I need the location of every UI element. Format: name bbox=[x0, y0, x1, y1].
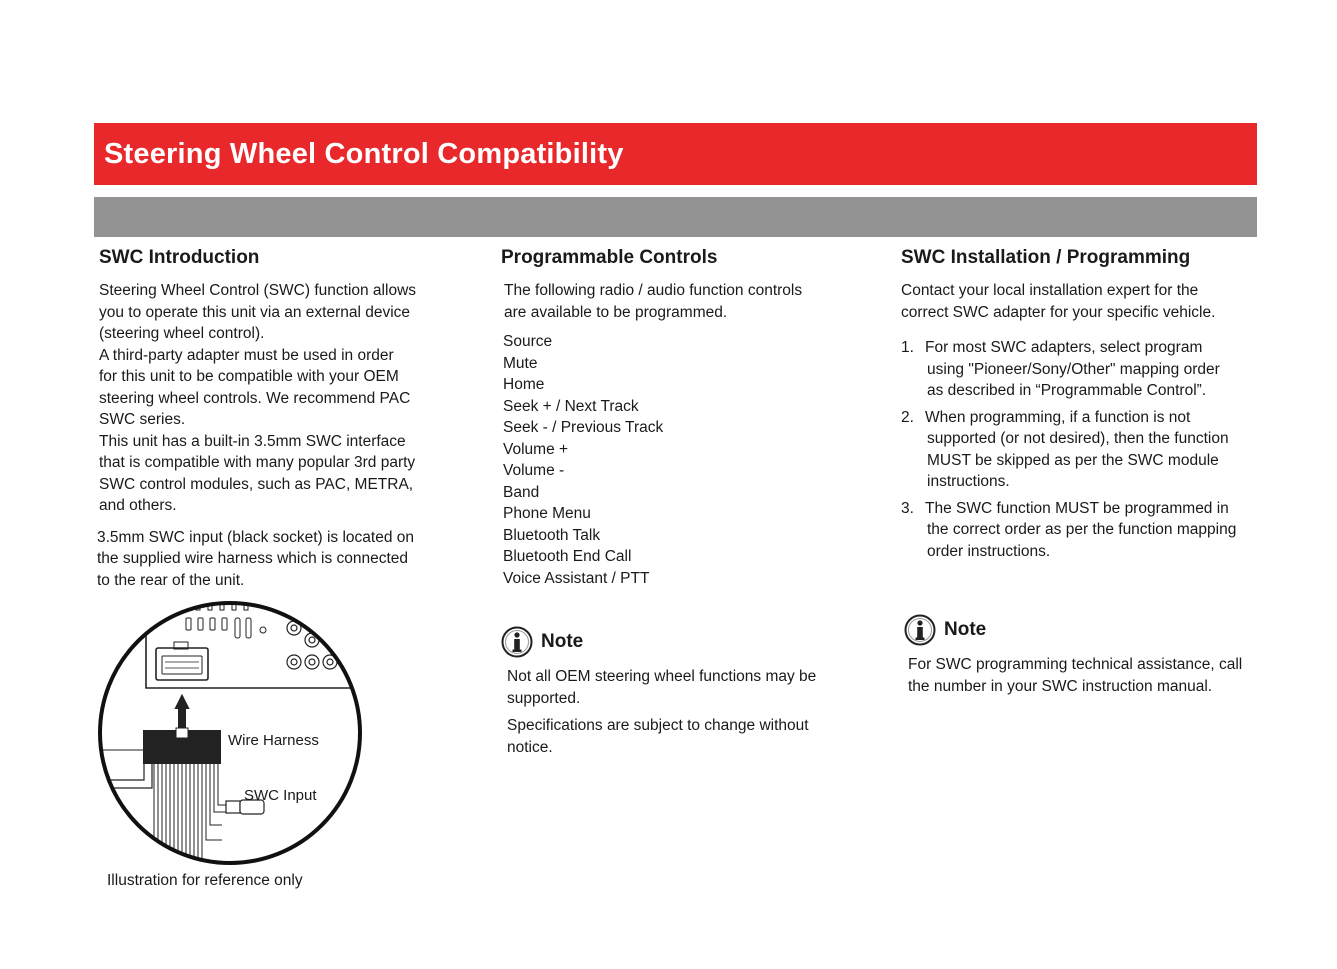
list-item: Bluetooth End Call bbox=[503, 548, 632, 565]
intro-paragraph-1 bbox=[99, 280, 449, 517]
intro-line: for this unit to be compatible with your OEM bbox=[99, 368, 399, 385]
wire-harness-label: Wire Harness bbox=[228, 732, 319, 749]
note-line: Not all OEM steering wheel functions may be bbox=[507, 668, 817, 685]
list-item: Bluetooth Talk bbox=[503, 526, 601, 544]
note-line: notice. bbox=[507, 738, 553, 756]
note-header bbox=[501, 626, 861, 658]
step-item bbox=[901, 407, 1261, 493]
step-line: supported (or not desired), then the function bbox=[927, 430, 1229, 447]
step-line: instructions. bbox=[927, 473, 1010, 490]
intro-line: This unit has a built-in 3.5mm SWC interface bbox=[99, 432, 406, 450]
step-line: using "Pioneer/Sony/Other" mapping order bbox=[927, 360, 1220, 378]
list-item: Voice Assistant / PTT bbox=[503, 569, 650, 587]
step-item bbox=[901, 337, 1261, 402]
step-number: 2. bbox=[901, 408, 914, 426]
note-line: supported. bbox=[507, 689, 581, 707]
programmable-intro-line: are available to be programmed. bbox=[504, 303, 728, 321]
intro-line: steering wheel controls. We recommend PAC bbox=[99, 389, 411, 407]
step-line: the correct order as per the function mapping bbox=[927, 521, 1237, 538]
step-line: For most SWC adapters, select program bbox=[925, 339, 1203, 356]
installation-heading: SWC Installation / Programming bbox=[901, 247, 1191, 268]
step-line: as described in “Programmable Control”. bbox=[927, 382, 1207, 399]
step-line: The SWC function MUST be programmed in bbox=[925, 499, 1229, 517]
intro-line: and others. bbox=[99, 497, 177, 514]
info-icon bbox=[904, 614, 936, 646]
programmable-list bbox=[503, 331, 861, 589]
info-icon bbox=[501, 626, 533, 658]
note-line: the number in your SWC instruction manual. bbox=[908, 677, 1213, 695]
note-line: For SWC programming technical assistance, call bbox=[908, 656, 1243, 673]
title-bar bbox=[94, 123, 1257, 185]
programmable-intro-line: The following radio / audio function controls bbox=[504, 282, 803, 299]
intro-paragraph-2 bbox=[97, 527, 449, 592]
note-header bbox=[904, 614, 1264, 646]
intro-line: SWC series. bbox=[99, 411, 186, 428]
step-number: 1. bbox=[901, 339, 914, 356]
note-text bbox=[908, 654, 1264, 697]
installation-intro-line: Contact your local installation expert for the bbox=[901, 282, 1199, 299]
step-line: MUST be skipped as per the SWC module bbox=[927, 451, 1219, 469]
swc-input-label: SWC Input bbox=[244, 787, 317, 804]
programmable-heading: Programmable Controls bbox=[501, 247, 718, 268]
note-line: Specifications are subject to change without bbox=[507, 717, 809, 734]
step-line: order instructions. bbox=[927, 542, 1051, 560]
installation-steps bbox=[901, 337, 1261, 562]
intro-column bbox=[99, 244, 449, 591]
note-text bbox=[507, 666, 861, 709]
page-title: Steering Wheel Control Compatibility bbox=[104, 137, 624, 170]
intro-line: you to operate this unit via an external device bbox=[99, 303, 411, 321]
intro-line: SWC control modules, such as PAC, METRA, bbox=[99, 475, 414, 493]
list-item: Phone Menu bbox=[503, 505, 591, 522]
list-item: Mute bbox=[503, 354, 538, 372]
step-text bbox=[925, 337, 1261, 402]
intro-heading: SWC Introduction bbox=[99, 247, 260, 268]
illustration-caption: Illustration for reference only bbox=[107, 872, 303, 889]
list-item: Volume + bbox=[503, 440, 569, 458]
installation-intro-line: correct SWC adapter for your specific vehicle. bbox=[901, 303, 1216, 321]
intro-line: that is compatible with many popular 3rd party bbox=[99, 454, 416, 471]
note-title: Note bbox=[944, 619, 987, 640]
list-item: Band bbox=[503, 483, 540, 501]
installation-intro bbox=[901, 280, 1261, 323]
intro-line: 3.5mm SWC input (black socket) is located on bbox=[97, 528, 415, 546]
intro-line: A third-party adapter must be used in order bbox=[99, 346, 394, 364]
intro-line: the supplied wire harness which is connected bbox=[97, 550, 409, 567]
list-item: Volume - bbox=[503, 462, 565, 479]
intro-line: (steering wheel control). bbox=[99, 325, 265, 342]
installation-column bbox=[901, 244, 1261, 567]
list-item: Seek + / Next Track bbox=[503, 397, 639, 415]
programmable-column bbox=[501, 244, 861, 589]
step-line: When programming, if a function is not bbox=[925, 408, 1191, 426]
list-item: Home bbox=[503, 376, 545, 393]
intro-line: Steering Wheel Control (SWC) function allows bbox=[99, 282, 417, 299]
note-title: Note bbox=[541, 631, 584, 652]
programmable-intro bbox=[504, 280, 861, 323]
note-programmable bbox=[501, 626, 861, 764]
list-item: Seek - / Previous Track bbox=[503, 419, 664, 436]
step-item bbox=[901, 498, 1261, 563]
note-text bbox=[507, 715, 861, 758]
step-number: 3. bbox=[901, 499, 914, 517]
step-text bbox=[925, 498, 1261, 563]
list-item: Source bbox=[503, 333, 553, 350]
step-text bbox=[925, 407, 1261, 493]
subheader-bar bbox=[94, 197, 1257, 237]
intro-line: to the rear of the unit. bbox=[97, 571, 245, 589]
note-installation bbox=[904, 614, 1264, 703]
